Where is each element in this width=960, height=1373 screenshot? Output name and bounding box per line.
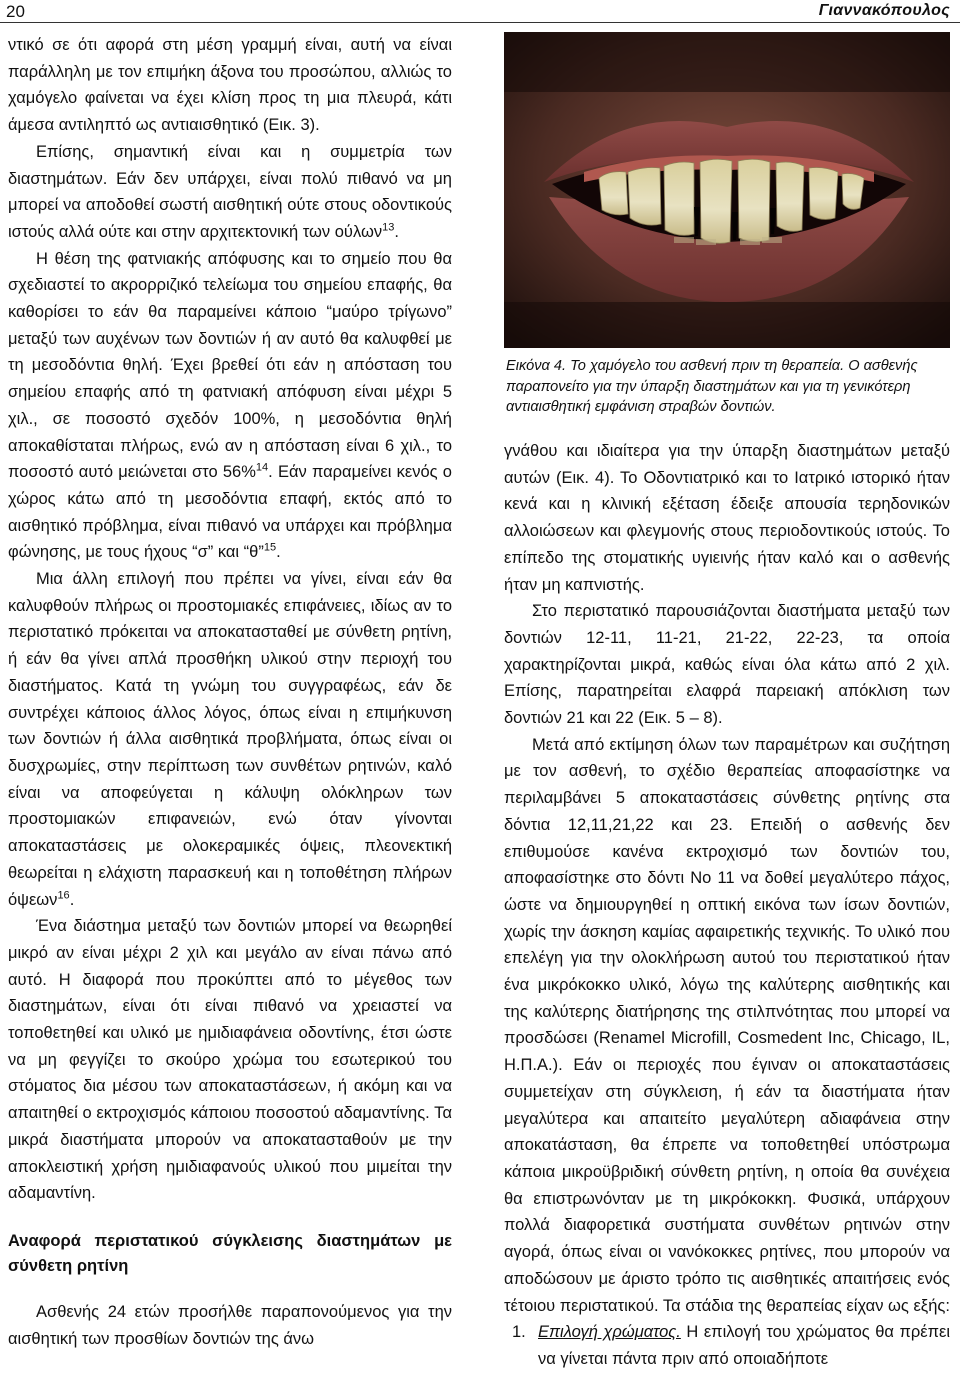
header-rule <box>0 22 960 23</box>
paragraph: γνάθου και ιδιαίτερα για την ύπαρξη διαστημάτων μεταξύ αυτών (Εικ. 4). Το Οδοντιατρικό και το Ιατρικό ιστορικό ήταν κενά και η κλινική εξέταση έδειξε απουσία τερηδονικών αλλοιώσεων και φλεγμονής στους περιοδοντικούς ιστούς. Το επίπεδο της στοματικής υγιεινής ήταν καλό και ο ασθενής ήταν μη καπνιστής. <box>504 442 950 594</box>
section-heading: Αναφορά περιστατικού σύγκλεισης διαστημάτων με σύνθετη ρητίνη <box>8 1231 452 1275</box>
reference-superscript: 13 <box>382 221 395 234</box>
page-header <box>0 0 960 24</box>
reference-superscript: 16 <box>57 889 70 901</box>
list-number: 1. <box>512 1323 526 1342</box>
left-column <box>8 32 452 1352</box>
paragraph: Η θέση της φατνιακής απόφυσης και το σημείο που θα σχεδιαστεί το ακρορριζικό τελείωμα του σημείου επαφής, θα καθορίσει το εάν θα παραμείνει κάποιο “μαύρο τρίγωνο” μεταξύ των αυχένων των δοντιών ή αν αυτό θα καλυφθεί με τη μεσοδόντια θηλή. Έχει βρεθεί ότι εάν η απόσταση του σημείου επαφής από τη φατνιακή απόφυση είναι μέχρι 5 χιλ., σε ποσοστό σχεδόν 100%, η μεσοδόντια θηλή αποκαθίσταται πλήρως, ενώ αν η απόσταση είναι 6 χιλ., το ποσοστό αυτό μειώνεται στο 56%$^{14}$. Εάν παραμείνει κενός ο χώρος κάτω από τη μεσοδόντια επαφή, εκτός από το αισθητικό πρόβλημα, είναι πιθανό να υπάρχει και πρόβλημα φώνησης, με τους ήχους “σ” και “θ”$^{15}$. <box>8 249 452 562</box>
right-column <box>504 438 950 1373</box>
paragraph: Στο περιστατικό παρουσιάζονται διαστήματα μεταξύ των δοντιών 12-11, 11-21, 21-22, 22-23, τα οποία χαρακτηρίζονται μικρά, καθώς είναι όλα κάτω από 2 χιλ. Επίσης, παρατηρείται ελαφρά παρειακή απόκλιση των δοντιών 21 και 22 (Εικ. 5 – 8). <box>504 602 950 728</box>
numbered-list-item: 1. Επιλογή χρώματος. Η επιλογή του χρώματος θα πρέπει να γίνεται πάντα πριν από οποιαδήποτε <box>504 1319 950 1372</box>
paragraph: ντικό σε ότι αφορά στη μέση γραμμή είναι, αυτή να είναι παράλληλη με τον επιμήκη άξονα του προσώπου, αλλιώς το χαμόγελο φαίνεται να έχει κλίση προς τη μια πλευρά, κάτι άμεσα αντιληπτό ως αντιαισθητικό (Εικ. 3). <box>8 36 452 135</box>
paragraph: Επίσης, σημαντική είναι και η συμμετρία των διαστημάτων. Εάν δεν υπάρχει, είναι πολύ πιθανό να μη μπορεί να αποδοθεί σωστή αισθητική ούτε στους οδοντικούς ιστούς αλλά ούτε και στην αρχιτεκτονική των ούλων$^{13}$. <box>8 142 452 241</box>
list-item-title: Επιλογή χρώματος. <box>538 1323 681 1342</box>
page-number: 20 <box>6 2 25 21</box>
paragraph: Ένα διάστημα μεταξύ των δοντιών μπορεί να θεωρηθεί μικρό αν είναι μέχρι 2 χιλ και μεγάλο αν είναι πάνω από αυτό. Η διαφορά που προκύπτει από το μέγεθος των διαστημάτων, είναι ότι είναι πιθανό να χρειαστεί να τοποθετηθεί και υλικό με ημιδιαφάνεια οδοντίνης, έτσι ώστε να μη φεγγίζει το σκούρο χρώμα του εσωτερικού του στόματος δια μέσου των αποκαταστάσεων, ή ακόμη και να απαιτηθεί ο εκτροχισμός κάποιου ποσοστού αδαμαντίνης. Τα μικρά διαστήματα μπορούν να αποκατασταθούν με την αποκλειστική χρήση ημιδιαφανούς υλικού που μιμείται την αδαμαντίνη. <box>8 917 452 1203</box>
reference-superscript: 15 <box>263 541 277 554</box>
figure-smile-photo <box>504 32 950 348</box>
reference-superscript: 14 <box>255 461 269 474</box>
figure-caption: Εικόνα 4. Το χαμόγελο του ασθενή πριν τη θεραπεία. Ο ασθενής παραπονείτο για την ύπαρξη διαστημάτων και για τη γενικότερη αντιαισθητική εμφάνιση στραβών δοντιών. <box>506 358 918 415</box>
running-head-author: Γιαννακόπουλος <box>818 2 950 19</box>
paragraph: Μια άλλη επιλογή που πρέπει να γίνει, είναι εάν θα καλυφθούν πλήρως οι προστομιακές επιφάνειες, ιδίως αν το περιστατικό πρόκειται να αποκατασταθεί με σύνθετη ρητίνη, ή εάν θα γίνει απλά προσθήκη υλικού στην περιοχή του διαστήματος. Κατά τη γνώμη του συγγραφέως, εάν δε συντρέχει κάποιος άλλος λόγος, όπως είναι η επιμήκυνση των δοντιών ή άλλα αισθητικά προβλήματα, όπως είναι οι δυσχρωμίες, στην περίπτωση των συνθέτων ρητινών, καλό είναι να αποφεύγεται η κάλυψη ολόκληρων των προστομιακών επιφανειών, ενώ όταν γίνονται αποκαταστάσεις με ολοκεραμικές όψεις, πλεονεκτική θεωρείται η ελάχιστη παρασκευή και η τοποθέτηση πλήρων όψεων$^{16}$. <box>8 570 452 909</box>
paragraph: Μετά από εκτίμηση όλων των παραμέτρων και συζήτηση με τον ασθενή, το σχέδιο θεραπείας αποφασίστηκε να περιλαμβάνει 5 αποκαταστάσεις σύνθετης ρητίνης στα δόντια 12,11,21,22 και 23. Επειδή ο ασθενής δεν επιθυμούσε κανένα εκτροχισμό των δοντιών του, αποφασίστηκε στο δόντι Νο 11 να δοθεί μεγαλύτερο πάχος, ώστε να δημιουργηθεί η οπτική εικόνα των ίσων δοντιών, χωρίς την άσκηση καμίας αφαιρετικής τεχνικής. Το υλικό που επελέγη για την ολοκλήρωση αυτού του περιστατικού ήταν ένα μικρόκοκκο υλικό, λόγω της καλύτερης αισθητικής και της καλύτερης διατήρησης της στιλπνότητας που μπορεί να προσδώσει (Renamel Microfill, Cosmedent Inc, Chicago, IL, Η.Π.Α.). Εάν οι περιοχές που έγιναν οι αποκαταστάσεις συμμετείχαν στη σύγκλειση, ή εάν τα διαστήματα ήταν μεγαλύτερα και απαιτείτο μεγαλύτερη αδιαφάνεια στην αποκατάσταση, θα έπρεπε να τοποθετηθεί υπόστρωμα κάποια μικροϋβριδική σύνθετη ρητίνη, η οποία θα συνέχεια θα επιστρωνόνταν με τη μικρόκοκκη. Φυσικά, υπάρχουν πολλά διαφορετικά συστήματα συνθέτων ρητινών στην αγορά, όπως είναι οι νανόκοκκες ρητίνες, που μπορούν να αποδώσουν με άριστο τρόπο τις αισθητικές απαιτήσεις ενός τέτοιου περιστατικού. Τα στάδια της θεραπείας είχαν ως εξής: <box>504 735 950 1315</box>
paragraph: Ασθενής 24 ετών προσήλθε παραπονούμενος για την αισθητική των προσθίων δοντιών της άνω <box>8 1302 452 1348</box>
